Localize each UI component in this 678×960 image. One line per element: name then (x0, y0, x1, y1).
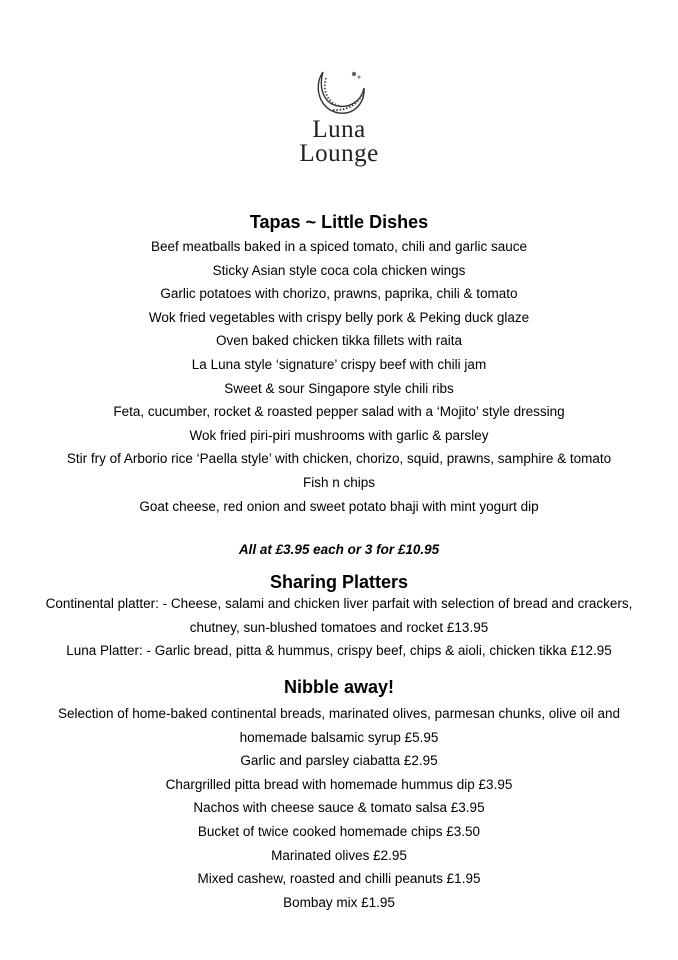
menu-item: Selection of home-baked continental breads, marinated olives, parmesan chunks, olive oil and (57, 706, 621, 721)
menu-item: Continental platter: - Cheese, salami and chicken liver parfait with selection of bread and crackers, (45, 596, 633, 611)
menu-item: Beef meatballs baked in a spiced tomato, chili and garlic sauce (151, 239, 527, 254)
sharing-section (0, 571, 678, 663)
sharing-list (0, 592, 678, 663)
menu-item: Oven baked chicken tikka fillets with raita (215, 333, 463, 349)
sharing-heading: Sharing Platters (269, 572, 409, 592)
tapas-price-note (0, 541, 678, 559)
menu-item: Garlic potatoes with chorizo, prawns, paprika, chili & tomato (160, 286, 518, 302)
brand-logo (0, 66, 678, 166)
price-note-text: All at £3.95 each or 3 for £10.95 (238, 542, 440, 557)
menu-item: chutney, sun-blushed tomatoes and rocket £13.95 (189, 619, 489, 635)
menu-item: Nachos with cheese sauce & tomato salsa £3.95 (193, 800, 485, 816)
menu-item: Sweet & sour Singapore style chili ribs (224, 380, 454, 396)
tapas-section (0, 211, 678, 518)
menu-item: Wok fried vegetables with crispy belly pork & Peking duck glaze (148, 309, 530, 325)
logo-text-luna: Luna (312, 116, 366, 143)
menu-item: Wok fried piri-piri mushrooms with garlic & parsley (189, 427, 489, 443)
nibble-heading: Nibble away! (283, 677, 395, 697)
crescent-moon-icon (0, 66, 678, 118)
menu-item: La Luna style ‘signature’ crispy beef with chili jam (191, 356, 487, 372)
menu-item: Goat cheese, red onion and sweet potato bhaji with mint yogurt dip (139, 498, 539, 514)
nibble-list (0, 702, 678, 914)
menu-item: Marinated olives £2.95 (271, 847, 407, 863)
menu-item: Garlic and parsley ciabatta £2.95 (240, 753, 438, 769)
menu-item: Luna Platter: - Garlic bread, pitta & hummus, crispy beef, chips & aioli, chicken tikka £12.95 (66, 643, 612, 658)
tapas-heading: Tapas ~ Little Dishes (249, 212, 429, 232)
tapas-list (0, 235, 678, 518)
menu-item: Stir fry of Arborio rice ‘Paella style’ with chicken, chorizo, squid, prawns, samphire & tomato (66, 451, 612, 467)
nibble-section (0, 676, 678, 914)
menu-item: Chargrilled pitta bread with homemade hummus dip £3.95 (165, 776, 513, 792)
menu-item: Mixed cashew, roasted and chilli peanuts £1.95 (197, 871, 481, 887)
menu-item: Bombay mix £1.95 (283, 894, 395, 910)
logo-text-lounge: Lounge (299, 140, 379, 167)
menu-item: Bucket of twice cooked homemade chips £3.50 (197, 823, 481, 839)
menu-item: Sticky Asian style coca cola chicken wings (212, 262, 466, 278)
menu-item: Fish n chips (302, 474, 376, 490)
menu-item: Feta, cucumber, rocket & roasted pepper salad with a ‘Mojito’ style dressing (113, 404, 565, 420)
menu-item: homemade balsamic syrup £5.95 (239, 729, 439, 745)
